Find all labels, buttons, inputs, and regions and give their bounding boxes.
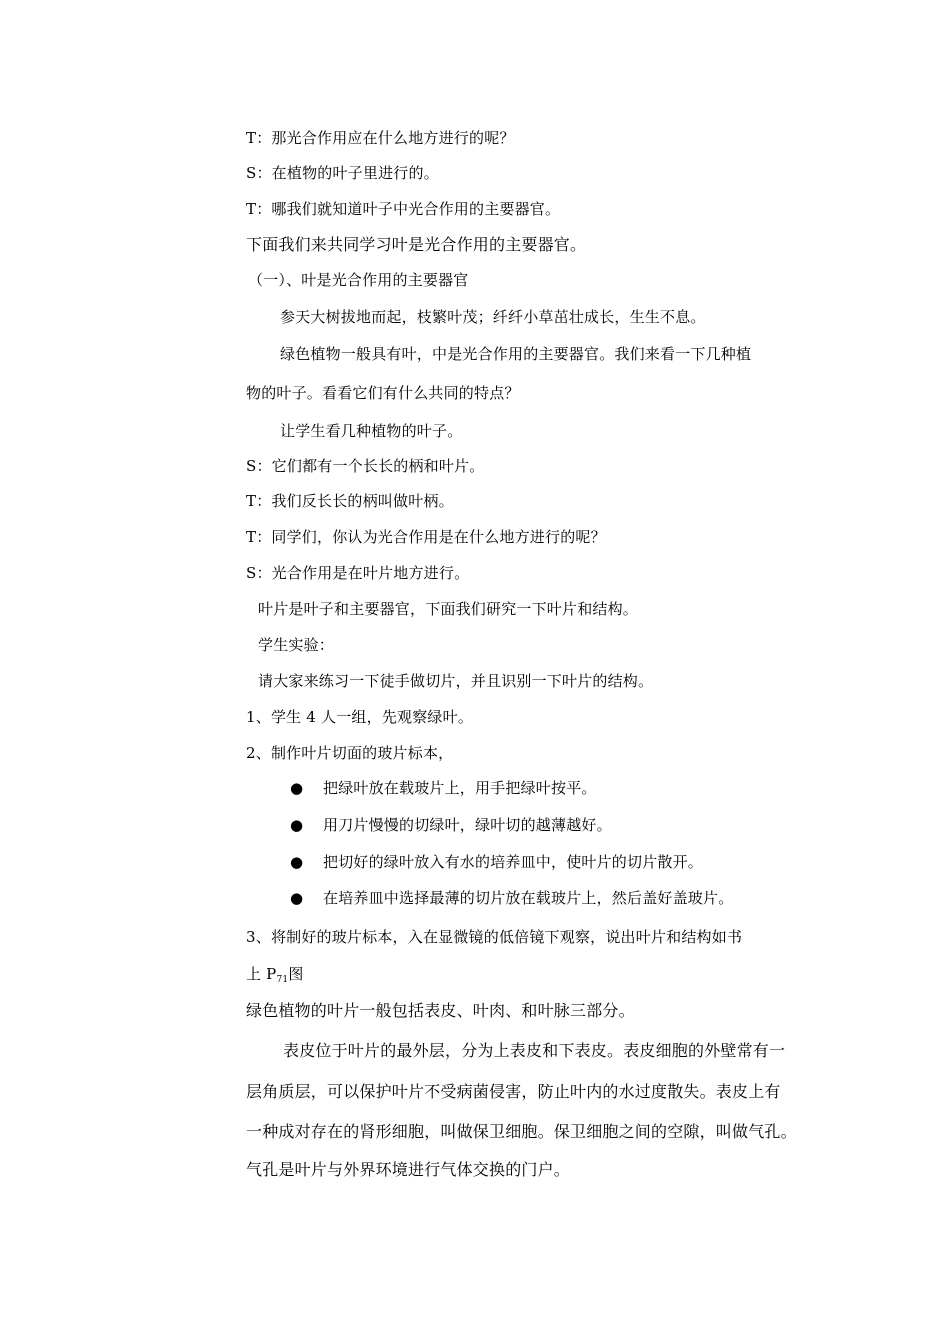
text-fragment: 上 P xyxy=(246,965,277,983)
bullet-item: 在培养皿中选择最薄的切片放在载玻片上，然后盖好盖玻片。 xyxy=(323,889,734,907)
text-line: 让学生看几种植物的叶子。 xyxy=(280,422,463,440)
text-line xyxy=(246,964,304,987)
list-item: 3、将制好的玻片标本，入在显微镜的低倍镜下观察，说出叶片和结构如书 xyxy=(246,928,743,946)
text-fragment: 图 xyxy=(288,965,304,983)
bullet-item: 把切好的绿叶放入有水的培养皿中，使叶片的切片散开。 xyxy=(323,853,704,871)
page-subscript: 71 xyxy=(276,975,289,985)
text-line: T：哪我们就知道叶子中光合作用的主要器官。 xyxy=(246,200,561,218)
bullet-icon: ● xyxy=(290,853,304,871)
bullet-icon: ● xyxy=(290,889,304,907)
text-line: 请大家来练习一下徒手做切片，并且识别一下叶片的结构。 xyxy=(258,672,654,690)
text-line: 层角质层，可以保护叶片不受病菌侵害，防止叶内的水过度散失。表皮上有 xyxy=(246,1082,781,1101)
text-line: S：在植物的叶子里进行的。 xyxy=(246,164,439,182)
text-line: S：光合作用是在叶片地方进行。 xyxy=(246,564,470,582)
text-line: S：它们都有一个长长的柄和叶片。 xyxy=(246,457,485,475)
text-line: 绿色植物的叶片一般包括表皮、叶肉、和叶脉三部分。 xyxy=(246,1001,635,1020)
section-heading: （一）、叶是光合作用的主要器官 xyxy=(248,271,469,289)
text-line: 学生实验： xyxy=(258,636,335,654)
text-line: T：那光合作用应在什么地方进行的呢？ xyxy=(246,129,515,147)
text-line: 下面我们来共同学习叶是光合作用的主要器官。 xyxy=(246,235,587,254)
text-line: 一种成对存在的肾形细胞，叫做保卫细胞。保卫细胞之间的空隙，叫做气孔。 xyxy=(246,1122,797,1141)
list-item: 1、学生 4 人一组，先观察绿叶。 xyxy=(246,708,474,726)
text-line: 叶片是叶子和主要器官，下面我们研究一下叶片和结构。 xyxy=(258,600,639,618)
bullet-icon: ● xyxy=(290,779,304,797)
text-line: 气孔是叶片与外界环境进行气体交换的门户。 xyxy=(246,1160,571,1179)
text-line: 物的叶子。看看它们有什么共同的特点？ xyxy=(246,384,520,402)
bullet-icon: ● xyxy=(290,816,304,834)
bullet-item: 把绿叶放在载玻片上，用手把绿叶按平。 xyxy=(323,779,597,797)
bullet-item: 用刀片慢慢的切绿叶，绿叶切的越薄越好。 xyxy=(323,816,612,834)
text-line: 绿色植物一般具有叶，中是光合作用的主要器官。我们来看一下几种植 xyxy=(280,345,752,363)
text-line: 参天大树拔地而起，枝繁叶茂；纤纤小草茁壮成长，生生不息。 xyxy=(280,308,706,326)
text-line: T：同学们，你认为光合作用是在什么地方进行的呢？ xyxy=(246,528,606,546)
text-line: T：我们反长长的柄叫做叶柄。 xyxy=(246,492,454,510)
text-line: 表皮位于叶片的最外层，分为上表皮和下表皮。表皮细胞的外壁常有一 xyxy=(283,1041,786,1060)
list-item: 2、制作叶片切面的玻片标本， xyxy=(246,744,454,762)
